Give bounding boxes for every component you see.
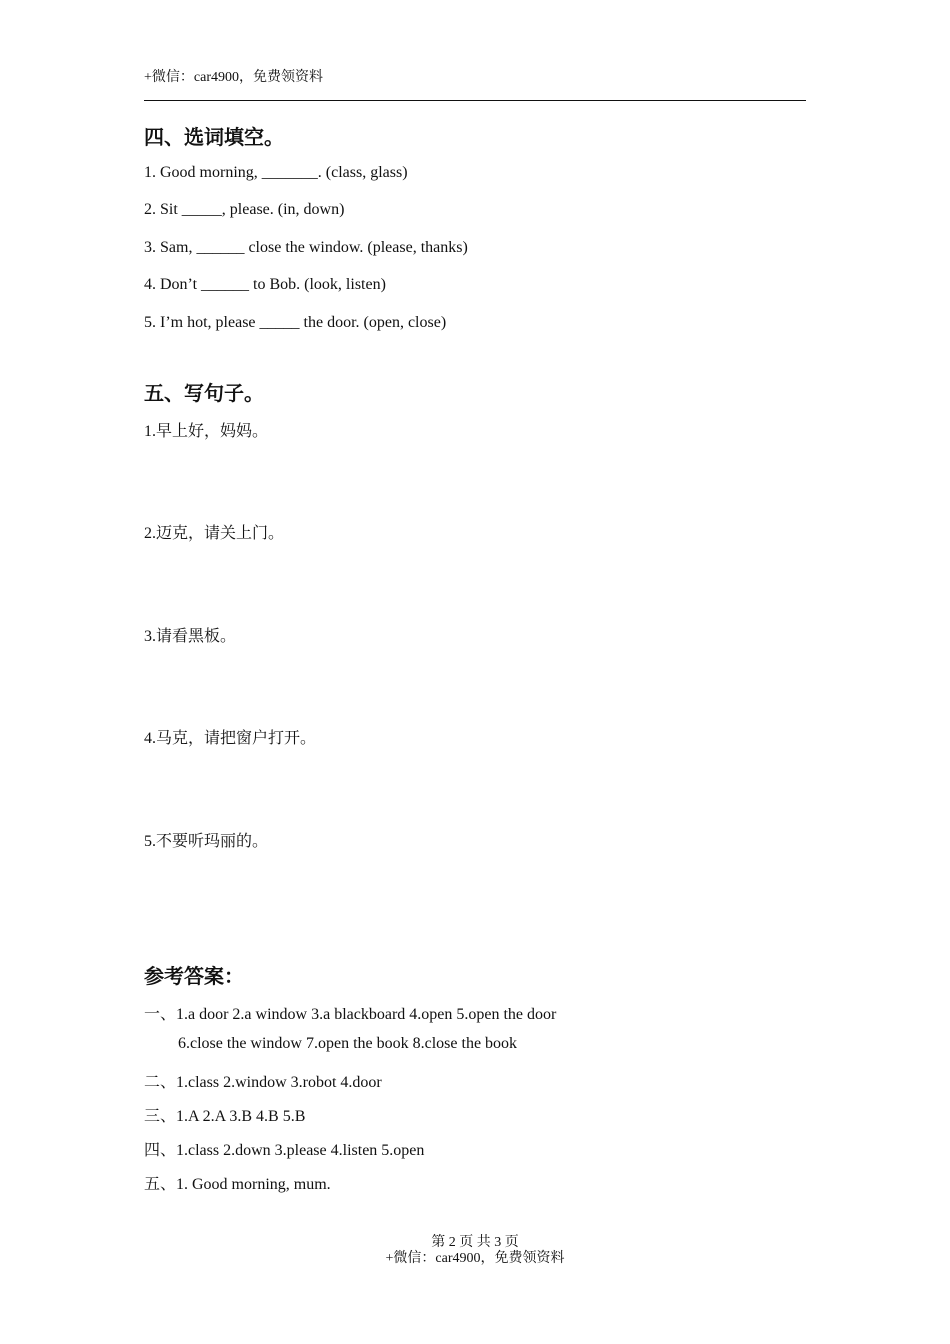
write-sentence-item-5: 5.不要听玛丽的。 [144,833,269,850]
section-4-title: 四、选词填空。 [144,125,284,149]
answer-line-2: 二、1.class 2.window 3.robot 4.door [144,1074,382,1091]
answer-line-4: 四、1.class 2.down 3.please 4.listen 5.open [144,1142,425,1159]
write-sentence-item-3: 3.请看黑板。 [144,628,237,645]
answer-line-5: 五、1. Good morning, mum. [144,1176,331,1193]
write-sentence-item-2: 2.迈克，请关上门。 [144,525,285,542]
fill-blank-item-1: 1. Good morning, _______. (class, glass) [144,164,408,181]
answer-line-1: 一、1.a door 2.a window 3.a blackboard 4.open 5.open the door [144,1006,557,1023]
section-5-title: 五、写句子。 [144,381,264,405]
fill-blank-item-3: 3. Sam, ______ close the window. (please, thanks) [144,239,468,256]
page-number: 第 2 页 共 3 页 [431,1235,519,1250]
answer-line-1-cont: 6.close the window 7.open the book 8.close the book [178,1035,518,1052]
fill-blank-item-2: 2. Sit _____, please. (in, down) [144,201,345,218]
fill-blank-item-4: 4. Don’t ______ to Bob. (look, listen) [144,276,386,293]
answers-title: 参考答案： [144,964,244,988]
write-sentence-item-1: 1.早上好，妈妈。 [144,423,269,440]
header-divider [144,100,806,101]
write-sentence-item-4: 4.马克，请把窗户打开。 [144,730,317,747]
fill-blank-item-5: 5. I’m hot, please _____ the door. (open, close) [144,314,447,331]
answer-line-3: 三、1.A 2.A 3.B 4.B 5.B [144,1108,306,1125]
footer-note: +微信：car4900，免费领资料 [385,1251,565,1266]
header-note: +微信：car4900，免费领资料 [144,70,323,85]
